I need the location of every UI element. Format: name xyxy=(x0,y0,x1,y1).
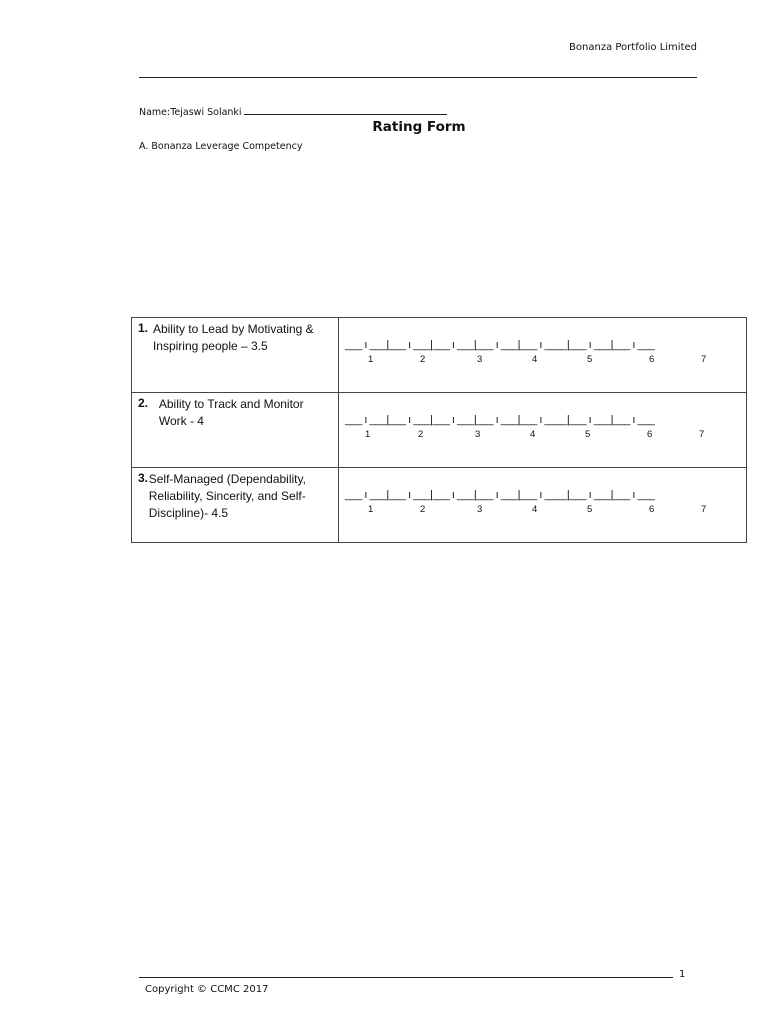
scale-label: 2 xyxy=(420,354,426,365)
rating-scale-cell[interactable] xyxy=(339,318,747,393)
name-underline xyxy=(244,105,447,115)
rating-scale-line[interactable]: ___ ı ___|___ ı ___|___ ı ___|___ ı ___|___ ı ____|___ ı ___|___ ı ___ xyxy=(345,489,655,501)
scale-label: 5 xyxy=(585,429,591,440)
scale-label: 7 xyxy=(699,429,705,440)
question-number: 2. xyxy=(138,396,149,410)
scale-numbers xyxy=(345,429,740,443)
rating-scale-cell[interactable] xyxy=(339,468,747,543)
header-rule xyxy=(139,77,697,78)
name-field xyxy=(139,105,447,118)
scale-label: 6 xyxy=(649,354,655,365)
name-label: Name:Tejaswi Solanki xyxy=(139,107,242,118)
scale-numbers xyxy=(345,504,740,518)
scale-label: 1 xyxy=(368,354,374,365)
company-name: Bonanza Portfolio Limited xyxy=(569,42,697,53)
scale-label: 2 xyxy=(418,429,424,440)
form-title: Rating Form xyxy=(372,119,466,135)
scale-label: 3 xyxy=(477,354,483,365)
table-row xyxy=(132,318,747,393)
scale-label: 4 xyxy=(530,429,536,440)
question-number: 1. xyxy=(138,321,149,335)
scale-label: 1 xyxy=(365,429,371,440)
question-cell xyxy=(132,468,339,543)
question-cell xyxy=(132,318,339,393)
scale-numbers xyxy=(345,354,740,368)
page-number: 1 xyxy=(679,969,686,980)
scale-label: 3 xyxy=(475,429,481,440)
scale-label: 5 xyxy=(587,504,593,515)
question-text: Self-Managed (Dependability, Reliability, Sincerity, and Self-Discipline)- 4.5 xyxy=(148,472,306,520)
scale-label: 6 xyxy=(649,504,655,515)
scale-label: 2 xyxy=(420,504,426,515)
scale-label: 4 xyxy=(532,504,538,515)
scale-label: 3 xyxy=(477,504,483,515)
rating-scale-line[interactable]: ___ ı ___|___ ı ___|___ ı ___|___ ı ___|___ ı ____|___ ı ___|___ ı ___ xyxy=(345,339,655,351)
copyright: Copyright © CCMC 2017 xyxy=(145,984,269,995)
scale-label: 6 xyxy=(647,429,653,440)
footer-rule xyxy=(139,977,673,978)
question-text: Ability to Track and Monitor Work - 4 xyxy=(158,397,304,428)
rating-scale-line[interactable]: ___ ı ___|___ ı ___|___ ı ___|___ ı ___|___ ı ____|___ ı ___|___ ı ___ xyxy=(345,414,655,426)
scale-label: 4 xyxy=(532,354,538,365)
table-row xyxy=(132,393,747,468)
scale-label: 5 xyxy=(587,354,593,365)
question-cell xyxy=(132,393,339,468)
section-title: A. Bonanza Leverage Competency xyxy=(139,141,303,152)
question-number: 3. xyxy=(138,471,149,485)
rating-scale-cell[interactable] xyxy=(339,393,747,468)
rating-table xyxy=(131,317,747,543)
question-text: Ability to Lead by Motivating & Inspiring people – 3.5 xyxy=(152,322,314,353)
scale-label: 7 xyxy=(701,504,707,515)
table-row xyxy=(132,468,747,543)
scale-label: 1 xyxy=(368,504,374,515)
scale-label: 7 xyxy=(701,354,707,365)
